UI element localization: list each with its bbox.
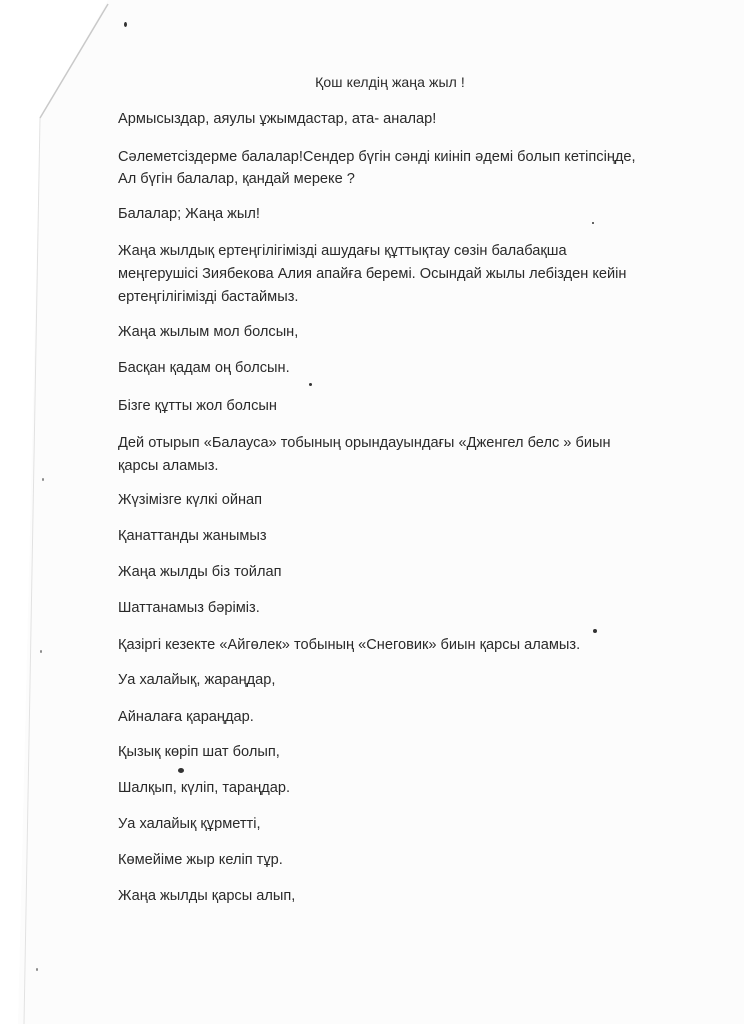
text-line: Жаңа жылды қарсы алып,: [118, 888, 296, 904]
scan-speck: [124, 22, 127, 27]
text-line: Айналаға қараңдар.: [118, 709, 254, 725]
text-line: Сәлеметсіздерме балалар!Сендер бүгін сәнді киініп әдемі болып кетіпсіңде,: [118, 149, 636, 165]
text-line: Дей отырып «Балауса» тобының орындауындағы «Дженгел белс » биын: [118, 435, 611, 451]
text-line: ертеңгілігімізді бастаймыз.: [118, 289, 299, 305]
scan-speck: [40, 650, 42, 653]
text-line: Қанаттанды жанымыз: [118, 528, 267, 544]
text-line: Жаңа жылым мол болсын,: [118, 324, 299, 340]
text-line: Жаңа жылдық ертеңгілігімізді ашудағы құттықтау сөзін балабақша: [118, 243, 567, 259]
text-line: Жүзімізге күлкі ойнап: [118, 492, 263, 508]
text-line: Ал бүгін балалар, қандай мереке ?: [118, 171, 355, 187]
text-line: Басқан қадам оң болсын.: [118, 360, 290, 376]
text-line: Балалар; Жаңа жыл!: [118, 206, 260, 222]
text-line: Уа халайық, жараңдар,: [118, 672, 276, 688]
document-title: Қош келдің жаңа жыл !: [315, 74, 465, 90]
scan-speck: [593, 629, 597, 633]
text-line: Шалқып, күліп, тараңдар.: [118, 780, 291, 796]
text-line: меңгерушісі Зиябекова Алия апайға беремі. Осындай жылы лебізден кейін: [118, 266, 627, 282]
text-line: Шаттанамыз бәріміз.: [118, 600, 260, 616]
text-line: Уа халайық құрметті,: [118, 816, 261, 832]
scan-speck: [178, 768, 184, 773]
text-line: Көмейіме жыр келіп тұр.: [118, 852, 283, 868]
scan-speck: [592, 222, 594, 224]
scan-speck: [309, 383, 312, 386]
text-line: Қызық көріп шат болып,: [118, 744, 280, 760]
text-line: Қазіргі кезекте «Айгөлек» тобының «Снеговик» биын қарсы аламыз.: [118, 637, 581, 653]
text-line: Бізге құтты жол болсын: [118, 398, 277, 414]
scan-speck: [42, 478, 44, 481]
scan-speck: [36, 968, 38, 971]
text-line: Жаңа жылды біз тойлап: [118, 564, 282, 580]
text-line: қарсы аламыз.: [118, 458, 219, 474]
text-line: Армысыздар, аяулы ұжымдастар, ата- аналар!: [118, 111, 437, 127]
